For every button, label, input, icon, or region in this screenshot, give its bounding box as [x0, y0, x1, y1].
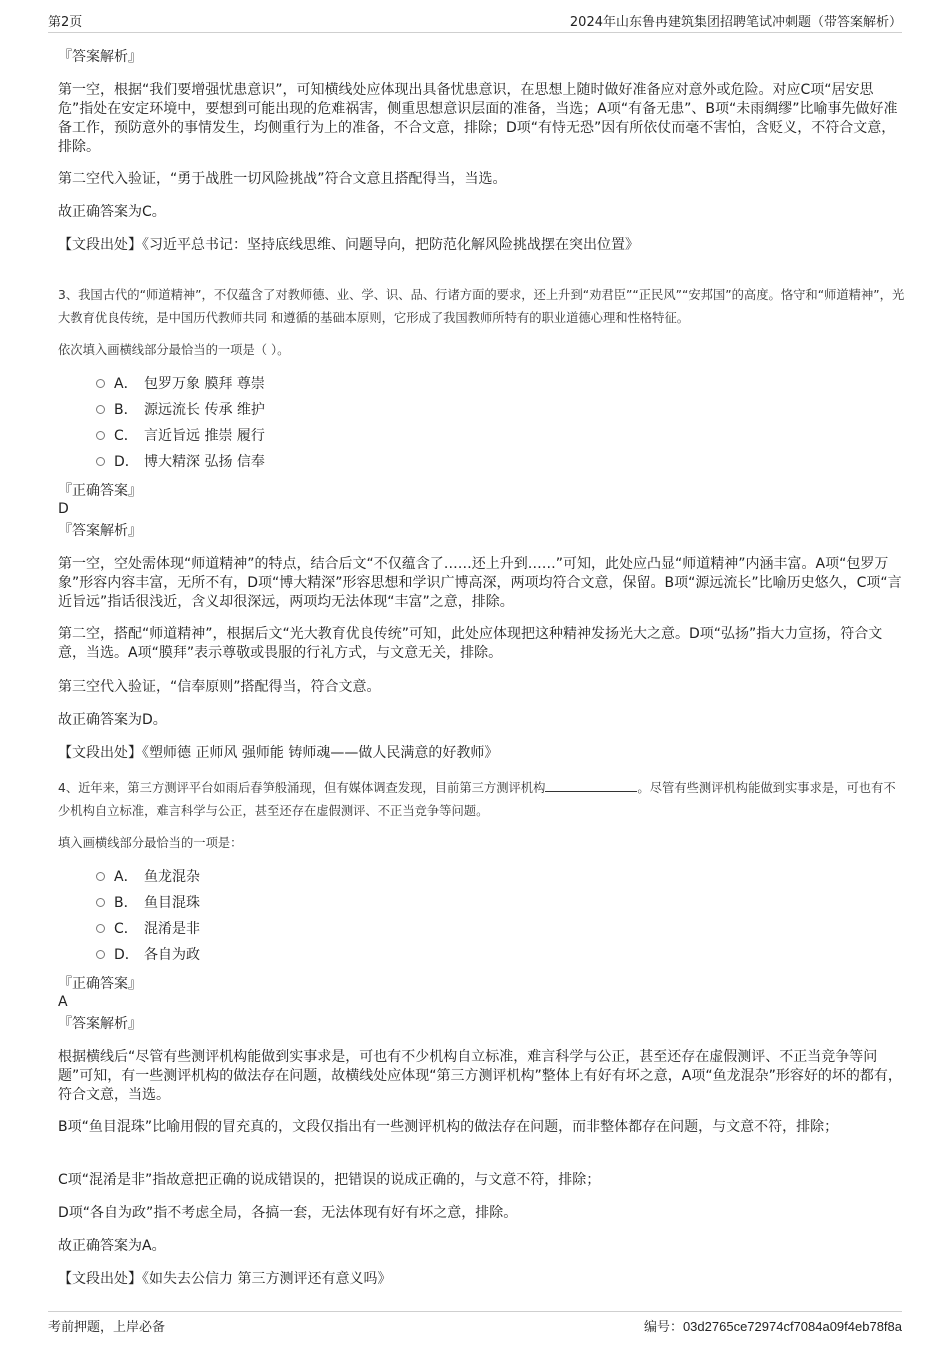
- fill-blank: [545, 779, 637, 792]
- q4-option-a[interactable]: A． 鱼龙混杂: [96, 867, 200, 887]
- q4-option-c[interactable]: C． 混淆是非: [96, 919, 200, 939]
- q4-analysis-para-1: 根据横线后“尽管有些测评机构能做到实事求是，可也有不少机构自立标准，难言科学与公正，甚至还存在虚假测评、不正当竞争等问题”可知，有一些测评机构的做法存在问题，故横线处应体现“第三方测评机构”整体上有好有坏之意，A项“鱼龙混杂”形容好的坏的都有，符合文意，当选。: [58, 1049, 902, 1103]
- page-number: 第2页: [48, 15, 83, 30]
- q2-analysis-para-2: 第二空代入验证，“勇于战胜一切风险挑战”符合文意且搭配得当，当选。: [58, 171, 507, 187]
- q3-conclusion: 故正确答案为D。: [58, 712, 167, 728]
- q3-stem: 3、我国古代的“师道精神”，不仅蕴含了对教师德、业、学、识、品、行诸方面的要求，还上升到“劝君臣”“正民风”“安邦国”的高度。恪守和“师道精神”，光大教育优良传统，是中国历代教师共同 和遵循的基础本原则，它形成了我国教师所特有的职业道德心理和性格特征。: [58, 288, 905, 325]
- q4-answer: A: [58, 994, 68, 1010]
- q4-analysis-para-3: C项“混淆是非”指故意把正确的说成错误的，把错误的说成正确的，与文意不符，排除；: [58, 1172, 601, 1188]
- q4-analysis-label: 『答案解析』: [58, 1016, 142, 1032]
- q2-analysis-para-1: 第一空，根据“我们要增强忧患意识”，可知横线处应体现出具备忧患意识，在思想上随时做好准备应对意外或危险。对应C项“居安思危”指处在安定环境中，要想到可能出现的危难祸害，侧重思想意识层面的准备，当选；A项“有备无患”、B项“未雨绸缪”比喻事先做好准备工作，预防意外的事情发生，均侧重行为上的准备，不合文意，排除；D项“有恃无恐”因有所依仗而毫不害怕，含贬义，不符合文意，排除。: [58, 82, 898, 155]
- q2-source: 【文段出处】《习近平总书记：坚持底线思维、问题导向，把防范化解风险挑战摆在突出位置》: [58, 237, 639, 253]
- radio-icon[interactable]: [96, 898, 105, 907]
- q4-source: 【文段出处】《如失去公信力 第三方测评还有意义吗》: [58, 1271, 392, 1287]
- q3-analysis-para-2: 第二空，搭配“师道精神”，根据后文“光大教育优良传统”可知，此处应体现把这种精神发扬光大之意。D项“弘扬”指大力宣扬，符合文意，当选。A项“膜拜”表示尊敬或畏服的行礼方式，与文意无关，排除。: [58, 626, 883, 661]
- q3-answer-label: 『正确答案』: [58, 483, 142, 499]
- radio-icon[interactable]: [96, 405, 105, 414]
- q4-option-b[interactable]: B． 鱼目混珠: [96, 893, 200, 913]
- q3-option-a[interactable]: A． 包罗万象 膜拜 尊崇: [96, 374, 265, 394]
- q4-analysis-para-4: D项“各自为政”指不考虑全局，各搞一套，无法体现有好有坏之意，排除。: [58, 1205, 518, 1221]
- q4-option-d[interactable]: D． 各自为政: [96, 945, 200, 965]
- q2-analysis-label: 『答案解析』: [58, 49, 142, 65]
- footer-slogan: 考前押题，上岸必备: [48, 1320, 166, 1335]
- footer-code: 编号：03d2765ce72974cf7084a09f4eb78f8a: [643, 1319, 902, 1335]
- q3-option-b[interactable]: B． 源远流长 传承 维护: [96, 400, 265, 420]
- q3-answer: D: [58, 501, 69, 517]
- radio-icon[interactable]: [96, 379, 105, 388]
- radio-icon[interactable]: [96, 924, 105, 933]
- q3-analysis-label: 『答案解析』: [58, 523, 142, 539]
- document-title: 2024年山东鲁冉建筑集团招聘笔试冲刺题（带答案解析）: [569, 15, 902, 30]
- q3-analysis-para-1: 第一空，空处需体现“师道精神”的特点，结合后文“不仅蕴含了……还上升到……”可知，此处应凸显“师道精神”内涵丰富。A项“包罗万象”形容内容丰富，无所不有，D项“博大精深”形容思想和学识广博高深，两项均符合文意，保留。B项“源远流长”比喻历史悠久，C项“言近旨远”指话很浅近，含义却很深远，两项均无法体现“丰富”之意，排除。: [58, 556, 902, 610]
- page-header: [48, 6, 902, 33]
- radio-icon[interactable]: [96, 457, 105, 466]
- radio-icon[interactable]: [96, 872, 105, 881]
- q3-option-d[interactable]: D． 博大精深 弘扬 信奉: [96, 452, 265, 472]
- page-footer: [48, 1311, 902, 1336]
- q3-option-c[interactable]: C． 言近旨远 推崇 履行: [96, 426, 265, 446]
- q4-conclusion: 故正确答案为A。: [58, 1238, 166, 1254]
- q4-stem: 4、近年来，第三方测评平台如雨后春笋般涌现，但有媒体调查发现，目前第三方测评机构 。尽管有些测评机构能做到实事求是，可也有不少机构自立标准，难言科学与公正，甚至还存在虚假测评、不正当竞争等问题。: [58, 781, 896, 818]
- radio-icon[interactable]: [96, 950, 105, 959]
- q4-prompt: 填入画横线部分最恰当的一项是：: [58, 836, 243, 850]
- q4-answer-label: 『正确答案』: [58, 976, 142, 992]
- q3-prompt: 依次填入画横线部分最恰当的一项是（ ）。: [58, 343, 290, 357]
- q3-analysis-para-3: 第三空代入验证，“信奉原则”搭配得当，符合文意。: [58, 679, 381, 695]
- q2-conclusion: 故正确答案为C。: [58, 204, 166, 220]
- radio-icon[interactable]: [96, 431, 105, 440]
- q3-source: 【文段出处】《塑师德 正师风 强师能 铸师魂——做人民满意的好教师》: [58, 745, 499, 761]
- q4-analysis-para-2: B项“鱼目混珠”比喻用假的冒充真的，文段仅指出有一些测评机构的做法存在问题，而非整体都存在问题，与文意不符，排除；: [58, 1119, 839, 1135]
